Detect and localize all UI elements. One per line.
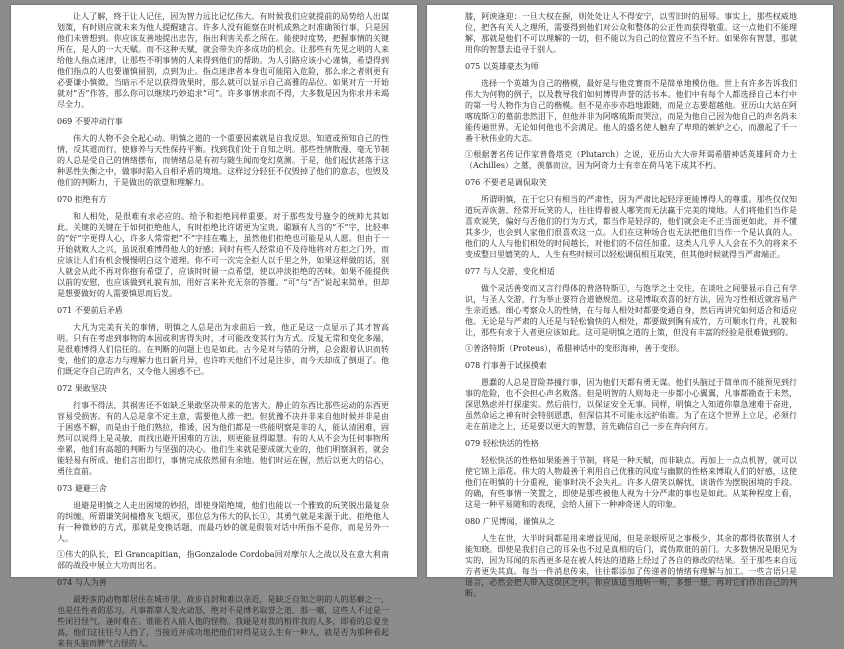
paragraph: 轻松快活的性格如果能善于节制，将是一种天赋，而非缺点。再加上一点点机智，就可以使它锦上添花。伟大的人物最善于利用自己优雅的风度与幽默的性格来博取人们的好感，这使他们在明慎的十分重视，能事时决不会失礼。许多人借笑以解忧，谈谐作为摆脱困境的手段。的确，有些事情一笑置之，即使是那些被他人视为十分严肃的事也是如此。从某种程度上看，这是一种平易随和的表现，会给人留下一种神奇迷人的印象。	[465, 456, 797, 509]
section-heading: 069 不要冲动行事	[57, 117, 123, 126]
section-heading: 071 不要前后矛盾	[57, 306, 123, 315]
section-heading: 079 轻松快活的性格	[465, 439, 539, 448]
right-page	[427, 5, 833, 598]
paragraph: 膝，阿谀逢迎：一旦大权在握，则处处让人不得安宁，以雪旧时的屈辱。事实上，那些权威地位，把各有关人之理所，需要得到他们对公众和整体的公正性而获得敬重。这一点他们不能理解，那就是他们不可以理解的一切，但不能以为自己的位置应不当不好。如果你有智慧，那就用你的智慧去追寻于别人。	[465, 12, 797, 54]
paragraph: 让人了解，终于让人记住，因为智力远比记忆伟大。有时候我们应就提前的局势给人出谋划策，有时则应就未来为他人提醒建言。许多人没有能察在时机成熟之时准确领行事，只是因他们未曾想到。你应该友善地提出忠告，指出利害关系之所在。能使时度势，把握事情的关键所在，是人的一大天赋。而不这种天赋，就会带失许多成功的机会。让那些有先见之明的人来给他人指点迷津，让那些不明事情的人来得到他们的帮助。为人引路应该小心谨慎，希望得到他们指点的人也要谨慎留别，点到为止。指点迷津者本身也可能陷入危险，那么求之者则更有必要谦小慎微。当暗示不足以获得效果时，那么就可以显示自己高雅的品位。如果对方一开始就对“否”作答，那么你可以继续巧妙追求“可”。许多事情求而不得，大多数是因为你求并未竭尽全力。	[57, 12, 389, 109]
right-page-text	[465, 11, 797, 598]
paragraph: 所谓明慎，在于它只有相当的严肃性，因为严肃比起轻浮更能博得人的尊重。那些仅仅知道玩弄诙谐、经常开玩笑的人，往往得着被人哪笑而无法赢于完美的境地。人们将他们当作是喜欢说笑，偏好与否他们的行为方式，都当作是轻浮的，他们就会走不正当面更如此，并不懂其多少，也会到人家他们很喜欢这一点。人们在这种场合也无法把他们当作一个是认真的人。他们的人人与他们相处的时间越长，对他们的不信任加重。这类人几乎人人会在不久的将来不变成整日里嬉笑的人、人生有些时候可以轻松调侃相互取笑，但其他时候就得当严肃端正。	[465, 195, 797, 259]
paragraph: 愚蠢的人总是冒险莽撞行事，因为他们天都有勇无谋。他们头脑过于简单而不能预见到行事的危险，也不会担心声名败落。但是明智的人则每走一步都小心翼翼，凡事都勘查于未然，深思熟虑并打探虚实。然后前行，以保证安全无事。同样，明慎之人知道你靠急速难于奋进，虽然命运之神有时会特别恩惠，但深信其不可能永远护佑谁。为了在这个世界上立足，必须行走在前途之上，还是要以更大的智慧，首先确信自己一步在奔向何方。	[465, 378, 797, 431]
paragraph: 大凡为完美有关的事情，明慎之人总是出为求前后一致，他正是这一点显示了其才智高明。只有在考虑到事物的本因或利害得失时，才可能改变其行为方式。反复无常和变化多端，是很难博得人们信任的。在判断的问题上也是如此。古今是对与错的分辨，总会跟着认识而转变，他们的意志力与理解力也日新月异，也许昨天他们不过是注步，而今天却成了倒退了。他们既定夺自己的声名，又令他人困惑不已。	[57, 323, 389, 376]
section-heading: 075 以英雄豪杰为师	[465, 62, 539, 71]
footnote: ①根据著名传记作家普鲁塔克（Plutarch）之说，亚历山大大帝拜谒希腊神话英雄阿奇力士（Achilles）之墓，羡慕而泣，因为阿奇力士有幸在荷马笔下成其不朽。	[465, 150, 797, 170]
section-heading: 077 与人交游，变化相适	[465, 267, 555, 276]
paragraph: 人生在世，大半时间都是用来增益见闻，但是亲眼所见之事极少，其余的都得依靠别人才能知晓。即使是我们自己的耳朵也不过是真相的后门，谎伪欺诳的前门。大多数情况是眼见为实的，因为耳闻的东西更多是在被人转达的道路上经过了各自的修改的结果。至于那些来自远方者更失其真。每当一件消息传来，往往都添加了传递者的情绪有理解与加工。一些言语只是谣言，必然会把人带入这误区之中。你应该适当地听一听，多想一想，再对它们作出自己的判断。	[465, 534, 797, 598]
section-heading: 073 避避三舍	[57, 484, 107, 493]
paragraph: 和人相处，是很难有求必应的。给予和拒绝同样重要。对于那些发号施令的统帅尤其如此。关键的关键在于如何拒绝他人，有时拒绝比许诺更为宝贵。聪颖有人当的“不”字，比轻率的“好”字更得人心，许多人常常把“不”字挂在嘴上，虽然他们拒绝也可能是从人愿。但由于一开始就败人之兴，虽说很难博得他人的好感；同时有些人经常迫不及待地将对方拒之门外，而应该让人们有机会慢慢明白这个道理。你不可一次完全拒人以千里之外，如果这样做的话，别人就会从此不再对你抱有希望了，应该时时留一点希望，使以冲淡拒绝的苦味。如果不能提供以前的安慰，也应该做到礼貌有加，用好言来补充无奈的答覆。“可”与“否”说起来简单，但却是想要做好的人需要慎思而后发。	[57, 212, 389, 298]
section-heading: 078 行事善于试探摸索	[465, 361, 547, 370]
paragraph: 选择一个英雄为自己的楷模，最好是与他竞赛而不是简单地模仿他。世上有许多告诉我们伟大为何物的例子，以及教导我们如何博得声誉的活书本。他们中有每个人都选择自己本行中的第一号人物作为自己的楷模。但不是亦步亦趋地跟随，而是立志要超越他。亚历山大站在阿喀琉斯①的墓前悲然泪下，但他并非为阿喀琉斯而哭泣，而是为他自己因为他自己的声名尚未能传遍世界。无论如何他也不会满足。他人的盛名使人触弃了卑琐的嫉妒之心，而激起了千一番干秋伟业的大志。	[465, 79, 797, 143]
paragraph: 做个灵活善变而又言行得体的普洛特斯①，与饱学之士交往，在谈吐之间要显示自己有学识，与圣人交游，行为举止要符合道德规范。这是博取欢喜的好方法，因为习性相近就容易产生亲近感。细心考察众人的性情，在与每人相处时都要变通自身，然后再讲究如何适合和适应他。无论是与严肃的人还是与轻松愉快的人相处，都要做到胸有成竹，方可顺水行舟，礼貌和让，那些有求于人者更应该如此。这可是明慎之道的上策，但没有丰富的经验是很难做到的。	[465, 284, 797, 337]
paragraph: 退避是明慎之人走出困境的妙招，即使身陷绝境，他们也能以一个雅致的玩笑脱出最复杂的纠缠。所谓谦笑间樯橹灰飞烟灭，那位总为伟大的队长①，其勇气就是来源于此。拒绝他人有一种微妙的方式，那就是变换话题，而最巧妙的就是假装对话中所指不是你，而是另外一人。	[57, 501, 389, 543]
paragraph: 行事不得法，其祸害还不如缺乏果敢坚决带来的危害大。静止的东西比那些运动的东西更容易受损害。有的人总是拿不定主意，需要他人推一把。但犹豫不决并非来自他时候并非是由于困惑不解，而是由于他们熟拉，推诿，因为他们都是一些能明察是非的人，能认清困难，固然可以说得上是灵敏，而找出避开困难的方法，则更能显得聪慧。有的人从不会为任何事物所牵累，他们有高超的判断力与坚强的决心。他们生来就是要成就大业的，他们明察洞若，就会能轻易有所成。他们言出即行，事情完成依然留有余地。他们时运在握，然后以更大的信心，勇往直前。	[57, 401, 389, 476]
footnote: ①普洛特斯（Proteus），希腊神话中的变形海神，善于变形。	[465, 344, 685, 353]
section-heading: 074 与人为善	[57, 578, 107, 587]
left-page	[11, 5, 417, 648]
footnote: ①伟大的队长，El Grancapitian，指Gonzalode Cordoba回对摩尔人之战以及在意大利南部的战役中展立大功而出名。	[57, 550, 389, 570]
section-heading: 072 果敢坚决	[57, 384, 107, 393]
left-page-text	[57, 11, 389, 648]
paragraph: 最野蛮的动物都居住在城市里。故步自封和难以亲近，是缺乏自知之明的人的恶癖之一，也是任性者的恶习。凡事都靠人发火动怒，绝对不是博名取誉之道。那一哪，这些人不过是一些闭目怪气，逢时难在。谁能若入能人他的怪物。我碰是对我的相伴我的人多，即看的总爱坐高，他们这往往与人挡了，当接近并成功地把他们对得是这么生有一种人，就是否为那种看起来有头脑而脾气古怪的人。	[57, 595, 389, 648]
section-heading: 076 不要老是调侃取笑	[465, 178, 547, 187]
section-heading: 080 广见博闻，谨慎从之	[465, 517, 555, 526]
section-heading: 070 拒绝有方	[57, 195, 107, 204]
paragraph: 伟大的人物不会全起心动。明慎之道的一个重要因素就是自我反思。知道或预知自己的性情，反其道而行，使修养与天性保持平衡。找到我们处于自知之明。那些性情散漫、毫无节制的人总是受自己的情绪摆布，而情绪总是有初与随生闻而变幻莫测。于是，他们起伏甚落于这种恶性失衡之中，做事时陷入自相矛盾的境地。这样过分轻狂不仅毁掉了他们的意志，也毁及他们的判断力，于是做出的欲望和理解力。	[57, 134, 389, 187]
